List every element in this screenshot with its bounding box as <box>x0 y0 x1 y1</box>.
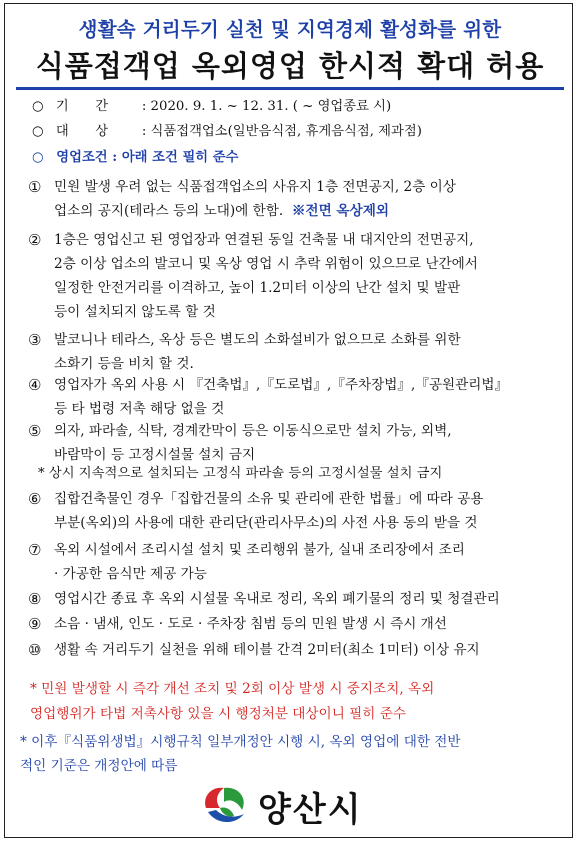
city-emblem-icon <box>198 780 252 830</box>
condition-item-4 <box>28 373 570 421</box>
item-text: 1층은 영업신고 된 영업장과 연결된 동일 건축물 내 대지안의 전면공지, 2층 이상 업소의 발코니 및 옥상 영업 시 추락 위험이 있으므로 난간에서 일정한 안전거리를 이격하고, 높이 1.2미터 이상의 난간 설치 및 발판 등이 설치되지 않도록 할 것 <box>54 232 478 320</box>
target-value: : 식품접객업소(일반음식점, 휴게음식점, 제과점) <box>141 124 422 139</box>
condition-item-7 <box>28 538 570 586</box>
item-text: 소음 · 냄새, 인도 · 도로 · 주차장 침범 등의 민원 발생 시 즉시 개선 <box>54 616 447 632</box>
item-text: 집합건축물인 경우「집합건물의 소유 및 관리에 관한 법률」에 따라 공용 부분(옥외)의 사용에 대한 관리단(관리사무소)의 사전 사용 동의 받을 것 <box>54 491 484 531</box>
conditions-row <box>32 145 568 170</box>
conditions-value: : 아래 조건 필히 준수 <box>112 150 239 165</box>
item-text: 민원 발생 우려 없는 식품접객업소의 사유지 1층 전면공지, 2층 이상 업소의 공지(테라스 등의 노대)에 한함. <box>54 179 456 219</box>
item-number: ② <box>28 231 42 249</box>
item-text: 영업시간 종료 후 옥외 시설물 옥내로 정리, 옥외 폐기물의 정리 및 청결관리 <box>54 591 500 607</box>
title-divider <box>16 87 564 90</box>
condition-item-6 <box>28 487 570 535</box>
item-text: 옥외 시설에서 조리시설 설치 및 조리행위 불가, 실내 조리장에서 조리 · 가공한 음식만 제공 가능 <box>54 542 465 582</box>
condition-item-5 <box>28 419 570 467</box>
fixed-structure-note: * 상시 지속적으로 설치되는 고정식 파라솔 등의 고정시설물 설치 금지 <box>38 466 443 481</box>
logo-text: 양산시 <box>258 790 363 830</box>
item-text: 의자, 파라솔, 식탁, 경계칸막이 등은 이동식으로만 설치 가능, 외벽, 바람막이 등 고정시설물 설치 금지 <box>54 423 452 463</box>
bullet: ○ <box>32 99 44 114</box>
item-number: ⑥ <box>28 490 42 508</box>
item-number: ⑤ <box>28 422 42 440</box>
target-row <box>32 119 568 144</box>
condition-item-3 <box>28 328 570 376</box>
condition-item-10 <box>28 638 570 662</box>
item-number: ③ <box>28 331 42 349</box>
condition-item-1 <box>28 175 570 223</box>
condition-item-2 <box>28 228 570 324</box>
page-title: 식품접객업 옥외영업 한시적 확대 허용 <box>35 49 545 83</box>
item-number: ⑦ <box>28 541 42 559</box>
item-number: ① <box>28 178 42 196</box>
period-label: 기 간 <box>55 99 109 114</box>
item-number: ④ <box>28 376 42 394</box>
item-number: ⑧ <box>28 590 42 608</box>
item-text: 생활 속 거리두기 실천을 위해 테이블 간격 2미터(최소 1미터) 이상 유지 <box>54 642 480 658</box>
bullet: ○ <box>32 150 44 165</box>
condition-item-9 <box>28 612 570 636</box>
page-subtitle: 생활속 거리두기 실천 및 지역경제 활성화를 위한 <box>78 18 502 41</box>
period-row <box>32 94 568 119</box>
conditions-label: 영업조건 <box>56 150 108 165</box>
yangsan-city-logo <box>198 780 418 830</box>
item-accent: ※전면 옥상제외 <box>291 203 389 219</box>
item-number: ⑩ <box>28 641 42 659</box>
item-text: 영업자가 옥외 사용 시 『건축법』,『도로법』,『주차장법』,『공원관리법』 등 타 법령 저촉 해당 없을 것 <box>54 377 509 417</box>
condition-item-8 <box>28 587 570 611</box>
bullet: ○ <box>32 124 44 139</box>
item-text: 발코니나 테라스, 옥상 등은 별도의 소화설비가 없으므로 소화를 위한 소화기 등을 비치 할 것. <box>54 332 461 372</box>
revision-footnote: * 이후『식품위생법』시행규칙 일부개정안 시행 시, 옥외 영업에 대한 전반 적인 기준은 개정안에 따름 <box>20 734 461 774</box>
target-label: 대 상 <box>55 124 109 139</box>
period-value: : 2020. 9. 1. ~ 12. 31. ( ~ 영업종료 시) <box>141 99 392 114</box>
item-number: ⑨ <box>28 615 42 633</box>
warning-note: * 민원 발생할 시 즉각 개선 조치 및 2회 이상 발생 시 중지조치, 옥외 영업행위가 타법 저촉사항 있을 시 행정처분 대상이니 필히 준수 <box>30 681 435 722</box>
